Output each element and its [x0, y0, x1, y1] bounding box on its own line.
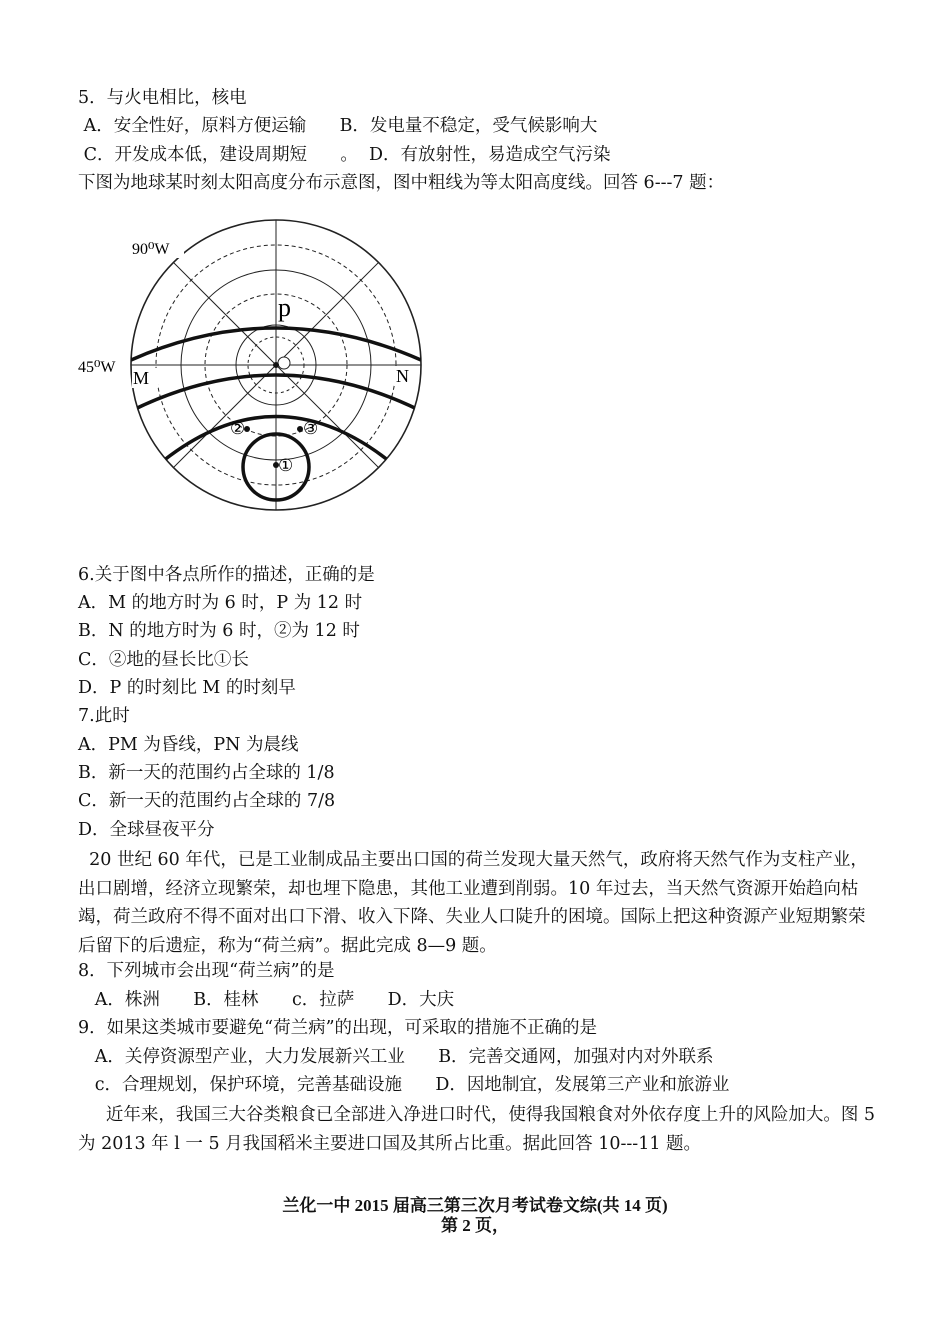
footer-page: 第 2 页， [441, 1216, 509, 1235]
q9-options-line1: A．关停资源型产业，大力发展新兴工业 B．完善交通网，加强对内对外联系 [78, 1047, 714, 1067]
q7-option-b: B．新一天的范围约占全球的 1/8 [78, 763, 335, 783]
q7-option-a: A．PM 为昏线，PN 为晨线 [78, 735, 299, 755]
dutch-disease-passage: 20 世纪 60 年代，已是工业制成品主要出口国的荷兰发现大量天然气，政府将天然气作为支柱产业，出口剧增，经济立现繁荣，却也埋下隐患，其他工业遭到削弱。10 年过去，当天然气资源开始趋向枯竭，荷兰政府不得不面对出口下滑、收入下降、失业人口陡升的困境。国际上把这种资源产业短期繁荣后留下的后遗症，称为“荷兰病”。据此完成 8—9 题。 [78, 850, 868, 956]
q6-option-a: A．M 的地方时为 6 时，P 为 12 时 [78, 593, 363, 613]
q5-stem: 5．与火电相比，核电 [78, 88, 247, 108]
q6-option-b: B．N 的地方时为 6 时，②为 12 时 [78, 621, 360, 641]
q5-options-line2: C．开发成本低，建设周期短 。 D．有放射性，易造成空气污染 [78, 145, 611, 165]
label-45w: 45⁰W [78, 359, 116, 376]
sun-altitude-figure [78, 218, 438, 518]
q9-stem: 9．如果这类城市要避免“荷兰病”的出现，可采取的措施不正确的是 [78, 1018, 598, 1038]
q5-options-line1: A．安全性好，原料方便运输 B．发电量不稳定，受气候影响大 [78, 116, 598, 136]
q6-option-d: D．P 的时刻比 M 的时刻早 [78, 678, 296, 698]
q8-options: A．株洲 B．桂林 c．拉萨 D．大庆 [78, 990, 455, 1010]
label-n: N [396, 366, 409, 386]
q6-option-c: C．②地的昼长比①长 [78, 650, 249, 670]
label-90w: 90⁰W [132, 241, 170, 258]
q6-stem: 6.关于图中各点所作的描述，正确的是 [78, 565, 375, 585]
q7-option-c: C．新一天的范围约占全球的 7/8 [78, 791, 336, 811]
q8-stem: 8．下列城市会出现“荷兰病”的是 [78, 961, 335, 981]
label-p: p [278, 293, 291, 322]
rice-import-passage: 近年来，我国三大谷类粮食已全部进入净进口时代，使得我国粮食对外依存度上升的风险加大。图 5 为 2013 年 l 一 5 月我国稻米主要进口国及其所占比重。据此回答 10---11 题。 [78, 1105, 881, 1154]
label-3: ③ [303, 419, 319, 438]
pole-small-circle [278, 357, 290, 369]
footer-title: 兰化一中 2015 届高三第三次月考试卷文综(共 14 页) [282, 1196, 668, 1215]
label-2: ② [230, 419, 246, 438]
q7-option-d: D．全球昼夜平分 [78, 820, 215, 840]
q7-stem: 7.此时 [78, 706, 130, 726]
label-1: ① [278, 456, 294, 475]
pole-point [273, 362, 279, 368]
figure-intro: 下图为地球某时刻太阳高度分布示意图，图中粗线为等太阳高度线。回答 6---7 题： [78, 173, 725, 193]
q9-options-line2: c．合理规划，保护环境，完善基础设施 D．因地制宜，发展第三产业和旅游业 [78, 1075, 730, 1095]
label-m: M [133, 368, 150, 388]
